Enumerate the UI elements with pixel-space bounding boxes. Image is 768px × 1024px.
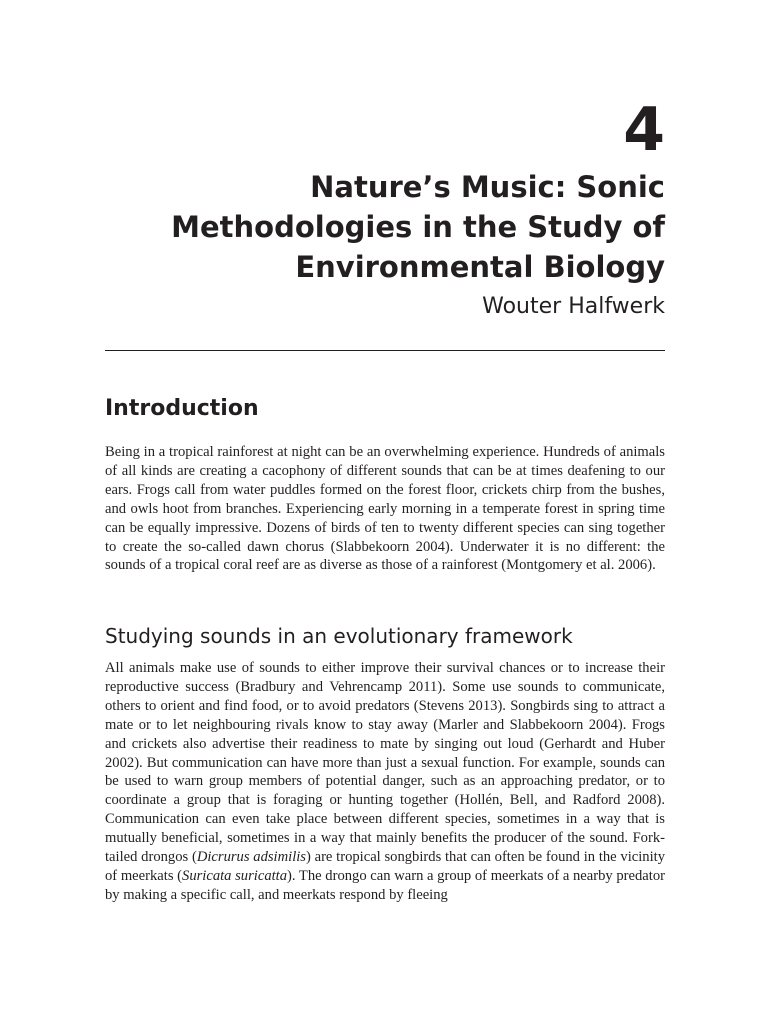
chapter-number: 4 xyxy=(623,95,665,165)
paragraph-text-part-3: ). The drongo can warn a group of meerkats of a nearby predator by making a specific call, and meerkats respond by fleeing xyxy=(105,867,665,903)
chapter-title: Nature’s Music: Sonic Methodologies in the Study of Environmental Biology xyxy=(171,170,665,284)
chapter-author: Wouter Halfwerk xyxy=(482,294,665,319)
species-name-meerkat: Suricata suricatta xyxy=(182,867,288,884)
title-divider xyxy=(105,350,665,351)
section-heading-introduction: Introduction xyxy=(105,396,259,421)
introduction-paragraph: Being in a tropical rainforest at night can be an overwhelming experience. Hundreds of animals of all kinds are creating a cacophony of different sounds that can be at times deafening to our ears. Frogs call from water puddles formed on the forest floor, crickets chirp from the bushes, and owls hoot from branches. Experiencing early morning in a temperate forest in spring time can be equally impressive. Dozens of birds of ten to twenty different species can sing together to create the so-called dawn chorus (Slabbekoorn 2004). Underwater it is no different: the sounds of a tropical coral reef are as diverse as those of a rainforest (Montgomery et al. 2006). xyxy=(105,444,665,574)
section-heading-studying-sounds: Studying sounds in an evolutionary framework xyxy=(105,624,573,648)
paragraph-text-part-1: All animals make use of sounds to either improve their survival chances or to increase their reproductive success (Bradbury and Vehrencamp 2011). Some use sounds to communicate, others to orient and find food, or to avoid predators (Stevens 2013). Songbirds sing to attract a mate or to let neighbouring rivals know to stay away (Marler and Slabbekoorn 2004). Frogs and crickets also advertise their readiness to mate by singing out loud (Gerhardt and Huber 2002). But communication can have more than just a sexual function. For example, sounds can be used to warn group members of potential danger, such as an approaching predator, or to coordinate a group that is foraging or hunting together (Hollén, Bell, and Radford 2008). Communication can even take place between different species, sometimes in a way that is mutually beneficial, sometimes in a way that mainly benefits the producer of the sound. Fork-tailed drongos ( xyxy=(105,660,665,866)
book-page xyxy=(105,0,665,1024)
species-name-drongo: Dicrurus adsimilis xyxy=(196,849,306,866)
studying-sounds-paragraph xyxy=(105,659,665,905)
paragraph-text-part-2: ) are tropical songbirds that can often be found in the vicinity of meerkats ( xyxy=(105,849,665,884)
